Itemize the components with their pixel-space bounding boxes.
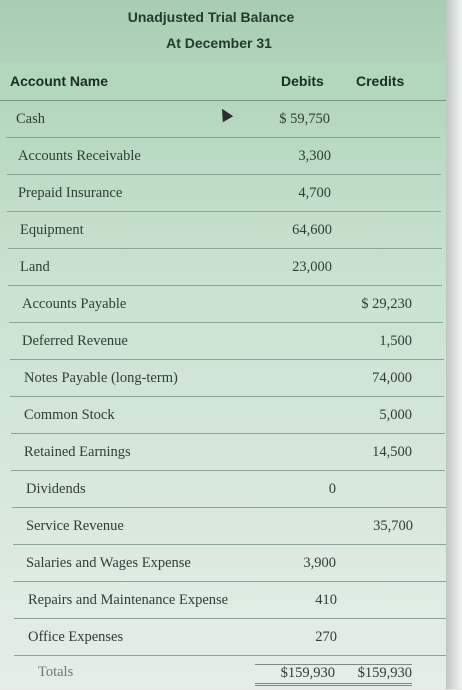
table-row (10, 360, 444, 397)
credit-cell: 5,000 (379, 407, 412, 423)
account-name-cell: Deferred Revenue (21, 333, 128, 349)
account-name-cell: Common Stock (23, 407, 115, 423)
account-name-cell: Totals (38, 664, 74, 680)
table-row (14, 582, 448, 619)
debit-cell: $ 59,750 (279, 111, 330, 127)
debit-cell: 270 (315, 629, 337, 645)
account-name-cell: Service Revenue (25, 518, 124, 534)
debit-cell: 3,300 (298, 148, 331, 164)
credit-cell: 14,500 (372, 444, 412, 460)
account-name-cell: Salaries and Wages Expense (25, 555, 191, 571)
debit-cell: 0 (328, 481, 336, 497)
account-name-cell: Repairs and Maintenance Expense (27, 592, 229, 608)
table-row (9, 286, 443, 323)
table-row (11, 434, 445, 471)
credit-cell: $159,930 (332, 664, 412, 686)
account-name-cell: Notes Payable (long-term) (23, 370, 178, 386)
report-subtitle: At December 31 (166, 35, 272, 51)
account-name-cell: Prepaid Insurance (17, 185, 123, 201)
debit-cell: 4,700 (298, 185, 331, 201)
table-row (12, 471, 446, 508)
totals-row (10, 654, 444, 690)
account-name-cell: Retained Earnings (23, 444, 131, 460)
credit-cell: $ 29,230 (361, 296, 412, 312)
debit-cell: 23,000 (292, 259, 332, 275)
debit-cell: 64,600 (292, 222, 332, 238)
debit-cell: 410 (315, 592, 337, 608)
page-edge (446, 0, 462, 689)
table-row (7, 138, 441, 175)
credit-cell: 35,700 (373, 518, 413, 534)
account-name-cell: Office Expenses (27, 629, 124, 645)
account-name-cell: Land (19, 259, 50, 275)
table-row (8, 249, 442, 286)
account-name-cell: Dividends (26, 481, 86, 497)
table-row (14, 619, 448, 656)
account-name-cell: Equipment (19, 222, 84, 238)
table-row (10, 323, 444, 360)
column-header-account-name: Account Name (10, 73, 109, 89)
table-row (7, 175, 441, 212)
table-row (11, 397, 445, 434)
credit-cell: 1,500 (379, 333, 412, 349)
table-row (13, 545, 447, 582)
table-row (8, 212, 442, 249)
debit-cell: 3,900 (303, 555, 336, 571)
table-row (13, 508, 447, 545)
table-header (0, 62, 446, 101)
account-name-cell: Accounts Payable (22, 296, 127, 312)
account-name-cell: Cash (16, 111, 45, 127)
debit-cell: $159,930 (255, 664, 335, 686)
account-name-cell: Accounts Receivable (17, 148, 141, 164)
column-header-debits: Debits (281, 73, 324, 89)
credit-cell: 74,000 (372, 370, 412, 386)
column-header-credits: Credits (356, 73, 405, 89)
report-title: Unadjusted Trial Balance (127, 9, 295, 25)
